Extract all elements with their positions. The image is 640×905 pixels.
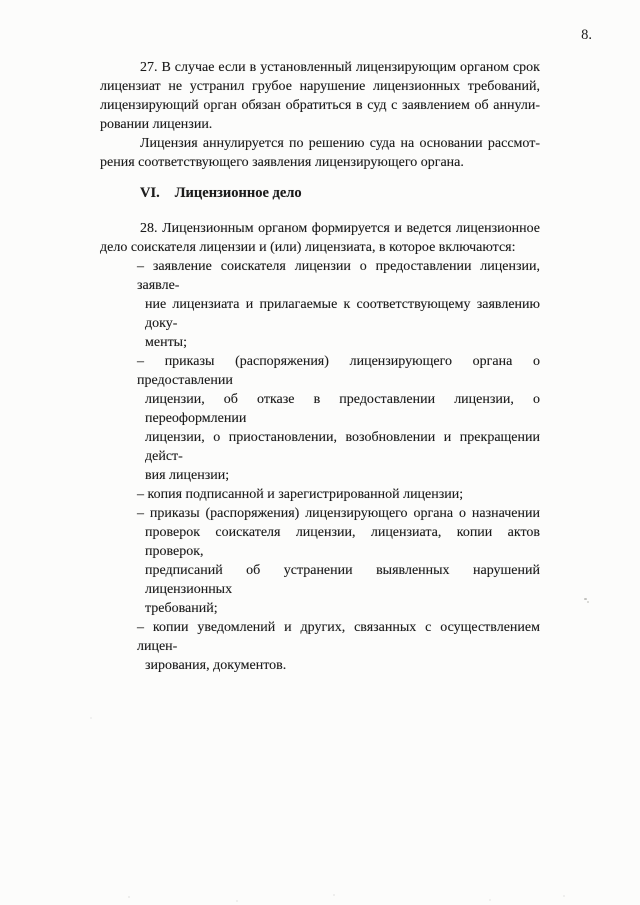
list-item bbox=[100, 485, 540, 504]
scan-artifact bbox=[587, 601, 589, 603]
text-line: – приказы (распоряжения) лицензирующего органа о назначении bbox=[137, 506, 540, 521]
text-line: дело соискателя лицензии и (или) лицензиата, в которое включаются: bbox=[100, 240, 516, 255]
text-line: ние лицензиата и прилагаемые к соответствующему заявлению доку- bbox=[145, 297, 540, 331]
text-line: рения соответствующего заявления лицензирующего органа. bbox=[100, 155, 464, 170]
scan-artifact bbox=[489, 899, 491, 901]
section-heading bbox=[100, 184, 540, 203]
scan-artifact bbox=[584, 598, 587, 600]
section-title: Лицензионное дело bbox=[174, 185, 302, 201]
text-line: 27. В случае если в установленный лицензирующим органом срок bbox=[140, 60, 540, 75]
section-number: VI. bbox=[140, 185, 160, 201]
text-line: лицензии, о приостановлении, возобновлении и прекращении дейст- bbox=[145, 430, 540, 464]
text-line: зирования, документов. bbox=[145, 658, 287, 673]
text-line: вия лицензии; bbox=[145, 468, 230, 483]
text-line: проверок соискателя лицензии, лицензиата, копии актов проверок, bbox=[145, 525, 540, 559]
text-line: лицензиат не устранил грубое нарушение лицензионных требований, bbox=[100, 79, 540, 94]
list-item bbox=[100, 257, 540, 352]
text-line: Лицензия аннулируется по решению суда на основании рассмот- bbox=[140, 136, 540, 151]
document-body bbox=[100, 58, 540, 675]
text-line: – копии уведомлений и других, связанных с осуществлением лицен- bbox=[137, 620, 540, 654]
list-item bbox=[100, 352, 540, 485]
text-line: 28. Лицензионным органом формируется и ведется лицензионное bbox=[140, 221, 540, 236]
scan-artifact bbox=[333, 894, 335, 896]
paragraph-27 bbox=[100, 58, 540, 134]
page-number: 8. bbox=[581, 27, 592, 43]
scan-artifact bbox=[128, 896, 130, 898]
paragraph-annulment bbox=[100, 134, 540, 172]
text-line: – копия подписанной и зарегистрированной лицензии; bbox=[137, 487, 464, 502]
text-line: требований; bbox=[145, 601, 218, 616]
text-line: – приказы (распоряжения) лицензирующего органа о предоставлении bbox=[137, 354, 540, 388]
text-line: менты; bbox=[145, 335, 187, 350]
scan-artifact bbox=[563, 895, 565, 897]
text-line: ровании лицензии. bbox=[100, 117, 213, 132]
list-item bbox=[100, 504, 540, 618]
paragraph-28 bbox=[100, 219, 540, 257]
list-item bbox=[100, 618, 540, 675]
text-line: лицензии, об отказе в предоставлении лицензии, о переоформлении bbox=[145, 392, 540, 426]
scan-artifact bbox=[90, 717, 92, 719]
text-line: лицензирующий орган обязан обратиться в суд с заявлением об аннули- bbox=[100, 98, 540, 113]
text-line: предписаний об устранении выявленных нарушений лицензионных bbox=[145, 563, 540, 597]
text-line: – заявление соискателя лицензии о предоставлении лицензии, заявле- bbox=[137, 259, 540, 293]
scan-artifact bbox=[236, 900, 238, 902]
